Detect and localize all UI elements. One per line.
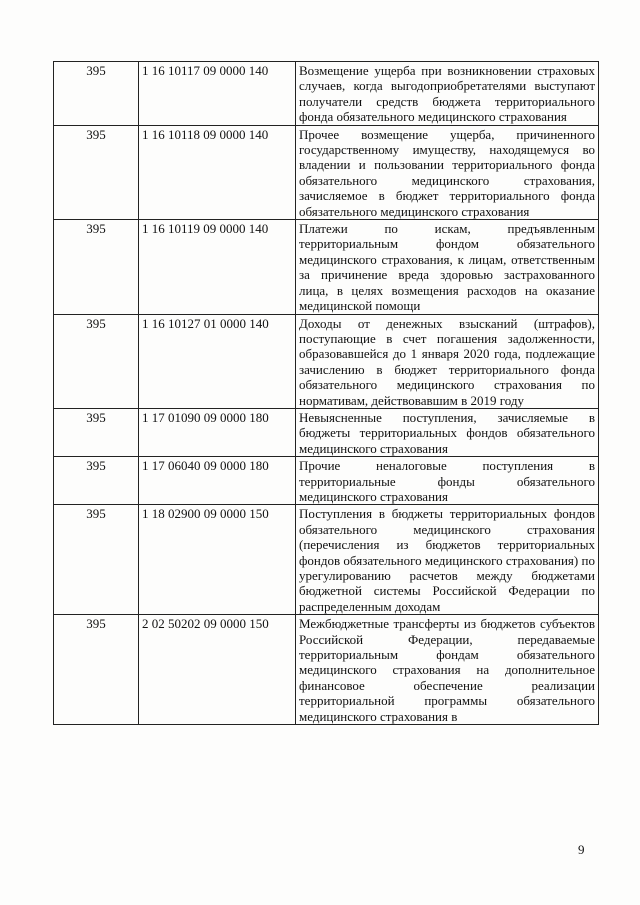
page-number: 9 — [578, 842, 585, 857]
revenue-name-cell: Доходы от денежных взысканий (штрафов), поступающие в счет погашения задолженности, образовавшейся до 1 января 2020 года, подлежащие зачислению в бюджет территориального фонда обязательного медицинского страхования по нормативам, действовавшим в 2019 году — [296, 314, 599, 408]
revenue-name-cell: Платежи по искам, предъявленным территориальным фондом обязательного медицинского страхования, к лицам, ответственным за причинение вреда здоровью застрахованного лица, в целях возмещения расходов на оказание медицинской помощи — [296, 220, 599, 314]
table-row — [54, 314, 599, 408]
revenue-codes-table — [53, 61, 599, 725]
admin-code-cell: 395 — [54, 220, 139, 314]
admin-code-cell: 395 — [54, 457, 139, 505]
budget-code-cell: 2 02 50202 09 0000 150 — [139, 615, 296, 725]
revenue-name-cell: Прочие неналоговые поступления в территориальные фонды обязательного медицинского страхования — [296, 457, 599, 505]
budget-code-cell: 1 16 10118 09 0000 140 — [139, 125, 296, 219]
budget-code-cell: 1 17 06040 09 0000 180 — [139, 457, 296, 505]
budget-code-cell: 1 18 02900 09 0000 150 — [139, 505, 296, 615]
budget-code-cell: 1 17 01090 09 0000 180 — [139, 408, 296, 456]
admin-code-cell: 395 — [54, 125, 139, 219]
revenue-name-cell: Поступления в бюджеты территориальных фондов обязательного медицинского страхования (перечисления из бюджетов территориальных фондов обязательного медицинского страхования) по урегулированию расчетов между бюджетами бюджетной системы Российской Федерации по распределенным доходам — [296, 505, 599, 615]
table-row — [54, 62, 599, 126]
admin-code-cell: 395 — [54, 505, 139, 615]
table-row — [54, 457, 599, 505]
budget-code-cell: 1 16 10117 09 0000 140 — [139, 62, 296, 126]
table-body — [54, 62, 599, 725]
admin-code-cell: 395 — [54, 408, 139, 456]
admin-code-cell: 395 — [54, 615, 139, 725]
revenue-name-cell: Невыясненные поступления, зачисляемые в бюджеты территориальных фондов обязательного медицинского страхования — [296, 408, 599, 456]
table-row — [54, 220, 599, 314]
revenue-name-cell: Межбюджетные трансферты из бюджетов субъектов Российской Федерации, передаваемые территориальным фондам обязательного медицинского страхования на дополнительное финансовое обеспечение реализации территориальной программы обязательного медицинского страхования в — [296, 615, 599, 725]
budget-code-cell: 1 16 10127 01 0000 140 — [139, 314, 296, 408]
table-row — [54, 408, 599, 456]
table-row — [54, 505, 599, 615]
admin-code-cell: 395 — [54, 62, 139, 126]
revenue-name-cell: Прочее возмещение ущерба, причиненного государственному имуществу, находящемуся во владении и пользовании территориального фонда обязательного медицинского страхования, зачисляемое в бюджет территориального фонда обязательного медицинского страхования — [296, 125, 599, 219]
budget-code-cell: 1 16 10119 09 0000 140 — [139, 220, 296, 314]
table-row — [54, 615, 599, 725]
revenue-name-cell: Возмещение ущерба при возникновении страховых случаев, когда выгодоприобретателями выступают получатели средств бюджета территориального фонда обязательного медицинского страхования — [296, 62, 599, 126]
table-row — [54, 125, 599, 219]
admin-code-cell: 395 — [54, 314, 139, 408]
